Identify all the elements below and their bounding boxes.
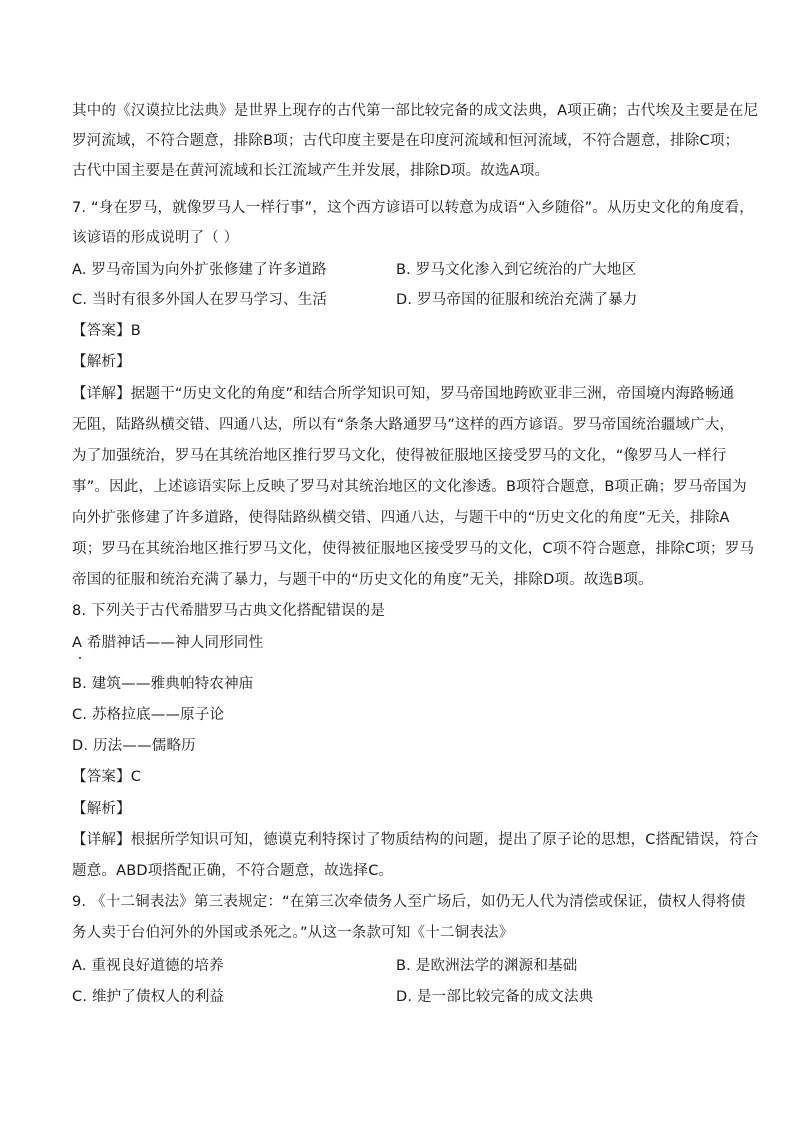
answer-label: 【答案】B	[72, 323, 141, 339]
paragraph-line: 罗河流域，不符合题意，排除B项；古代印度主要是在印度河流域和恒河流域，不符合题意，排除C项；	[72, 133, 740, 149]
explanation-line: 事”。因此，上述谚语实际上反映了罗马对其统治地区的文化渗透。B项符合题意，B项正确；罗马帝国为	[72, 479, 747, 495]
analysis-label: 【解析】	[72, 801, 131, 817]
answer-label: 【答案】C	[72, 769, 142, 785]
question-9-option-b: B. 是欧洲法学的渊源和基础	[396, 958, 578, 974]
paragraph-line: 古代中国主要是在黄河流域和长江流域产生并发展，排除D项。故选A项。	[72, 163, 550, 179]
question-8-option-c: C. 苏格拉底——原子论	[72, 707, 225, 723]
question-9-stem: 务人卖于台伯河外的外国或杀死之。”从这一条款可知《十二铜表法》	[72, 925, 514, 941]
question-9-option-a: A. 重视良好道德的培养	[72, 958, 224, 974]
question-7-option-b: B. 罗马文化渗入到它统治的广大地区	[396, 262, 637, 278]
explanation-line: 【详解】据题干“历史文化的角度”和结合所学知识可知，罗马帝国地跨欧亚非三洲，帝国境内海路畅通	[72, 386, 735, 402]
question-9-option-c: C. 维护了债权人的利益	[72, 989, 225, 1005]
question-7-option-c: C. 当时有很多外国人在罗马学习、生活	[72, 292, 328, 308]
explanation-line: 无阻，陆路纵横交错、四通八达，所以有“条条大路通罗马”这样的西方谚语。罗马帝国统治疆域广大，	[72, 417, 735, 433]
question-9-stem: 9. 《十二铜表法》第三表规定：“在第三次牵债务人至广场后，如仍无人代为清偿或保证，债权人得将债	[72, 894, 746, 910]
question-7-option-d: D. 罗马帝国的征服和统治充满了暴力	[396, 292, 638, 308]
explanation-line: 为了加强统治，罗马在其统治地区推行罗马文化，使得被征服地区接受罗马的文化，“像罗马人一样行	[72, 448, 727, 464]
stray-dot	[79, 657, 81, 659]
analysis-label: 【解析】	[72, 354, 131, 370]
explanation-line: 题意。ABD项搭配正确，不符合题意，故选择C。	[72, 863, 394, 879]
question-7-option-a: A. 罗马帝国为向外扩张修建了许多道路	[72, 262, 327, 278]
explanation-line: 帝国的征服和统治充满了暴力，与题干中的“历史文化的角度”无关，排除D项。故选B项。	[72, 572, 653, 588]
question-8-option-d: D. 历法——儒略历	[72, 738, 196, 754]
question-7-stem: 该谚语的形成说明了（ ）	[72, 230, 239, 246]
question-8-option-b: B. 建筑——雅典帕特农神庙	[72, 676, 254, 692]
question-7-stem: 7. “身在罗马，就像罗马人一样行事”，这个西方谚语可以转意为成语“入乡随俗”。从历史文化的角度看，	[72, 200, 754, 216]
explanation-line: 向外扩张修建了许多道路，使得陆路纵横交错、四通八达，与题干中的“历史文化的角度”无关，排除A	[72, 510, 730, 526]
question-9-option-d: D. 是一部比较完备的成文法典	[396, 989, 594, 1005]
explanation-line: 项；罗马在其统治地区推行罗马文化，使得被征服地区接受罗马的文化，C项不符合题意，排除C项；罗马	[72, 541, 755, 557]
question-8-option-a: A 希腊神话——神人同形同性	[72, 635, 264, 651]
question-8-stem: 8. 下列关于古代希腊罗马古典文化搭配错误的是	[72, 603, 386, 619]
paragraph-line: 其中的《汉谟拉比法典》是世界上现存的古代第一部比较完备的成文法典，A项正确；古代埃及主要是在尼	[72, 103, 759, 119]
explanation-line: 【详解】根据所学知识可知，德谟克利特探讨了物质结构的问题，提出了原子论的思想，C搭配错误，符合	[72, 832, 759, 848]
